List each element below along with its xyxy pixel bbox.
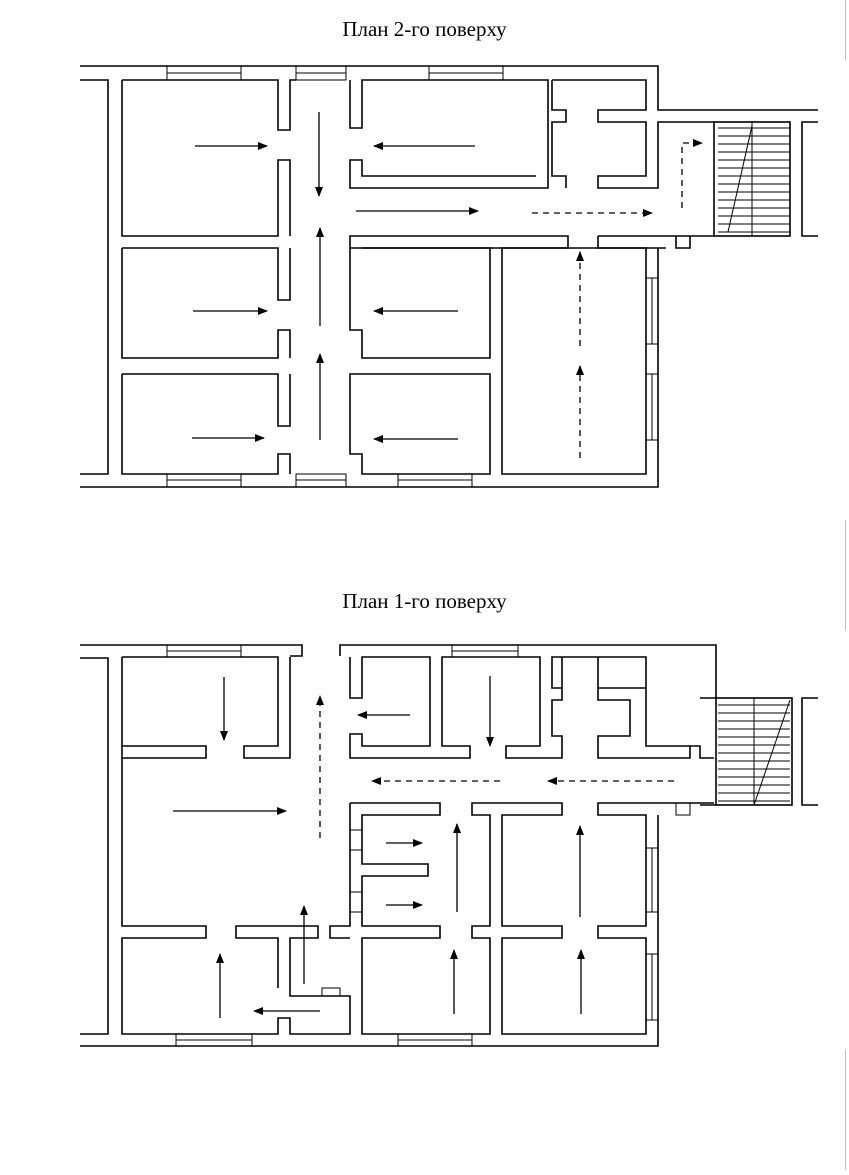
stair-steps: [718, 122, 790, 236]
floor-1-walls: [80, 645, 818, 1046]
floor-2-plan: [0, 0, 849, 520]
floor-1-evacuation-arrows: [173, 676, 674, 1018]
floor-2-evacuation-arrows: [192, 112, 702, 458]
floor-1-plan: [0, 570, 849, 1060]
stair-steps: [718, 698, 790, 805]
floor-2-plan-title: План 2-го поверху: [342, 17, 507, 41]
floor-1-plan-title: План 1-го поверху: [342, 589, 507, 613]
page-edge-line: [845, 1050, 846, 1170]
floor-2-walls: [80, 66, 818, 487]
evacuation-arrow: [682, 143, 702, 208]
